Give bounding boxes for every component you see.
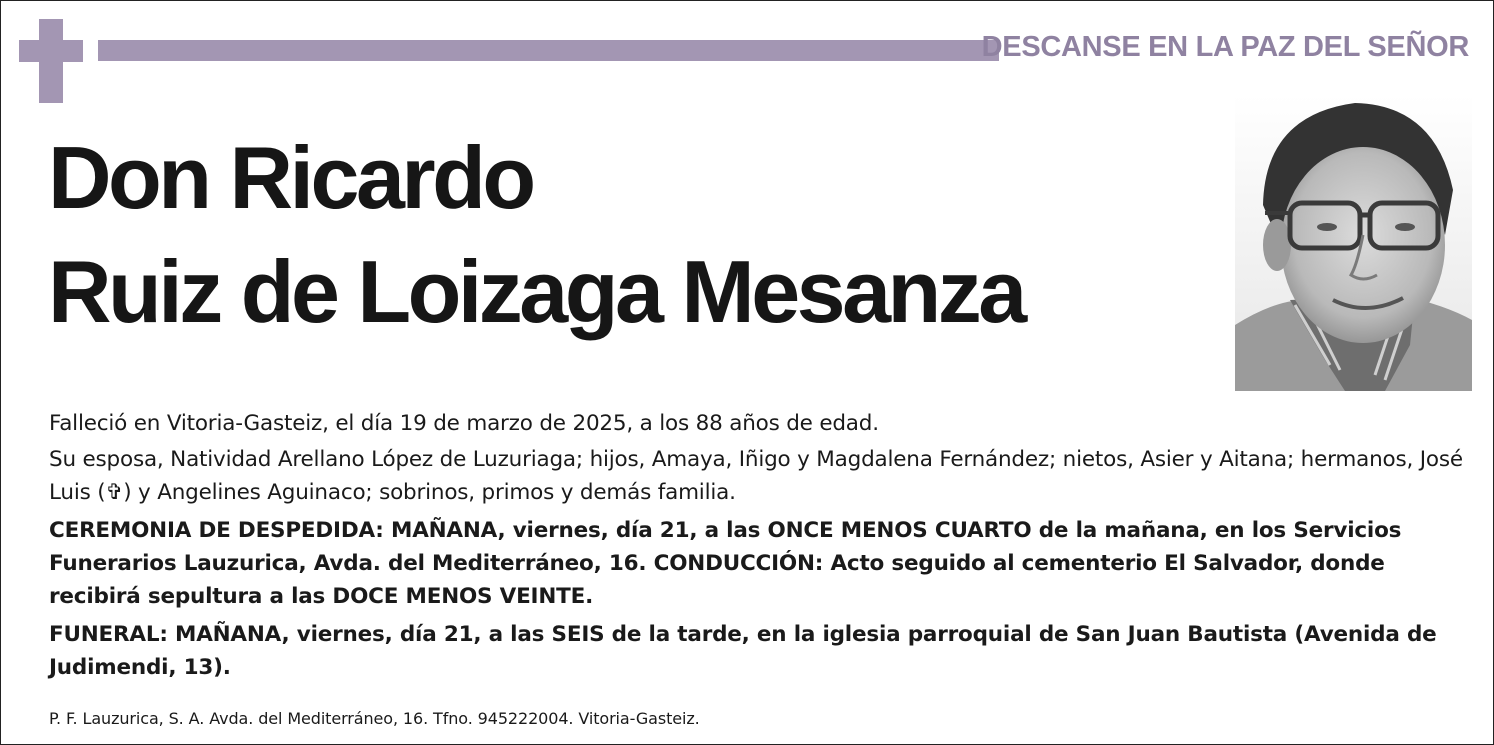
header-rule bbox=[98, 40, 999, 61]
funeral-home-footer: P. F. Lauzurica, S. A. Avda. del Mediterráneo, 16. Tfno. 945222004. Vitoria-Gasteiz. bbox=[49, 709, 700, 728]
deceased-name bbox=[48, 121, 1024, 349]
header-motto: DESCANSE EN LA PAZ DEL SEÑOR bbox=[981, 31, 1469, 63]
cross-icon-bar bbox=[19, 40, 83, 62]
funeral-paragraph: FUNERAL: MAÑANA, viernes, día 21, a las SEIS de la tarde, en la iglesia parroquial de San Juan Bautista (Avenida de Judimendi, 13). bbox=[49, 622, 1437, 680]
name-line-2: Ruiz de Loizaga Mesanza bbox=[48, 242, 1024, 341]
name-line-1: Don Ricardo bbox=[48, 128, 533, 227]
family-paragraph: Su esposa, Natividad Arellano López de Luzuriaga; hijos, Amaya, Iñigo y Magdalena Fernández; nietos, Asier y Aitana; hermanos, José Luis (✞) y Angelines Aguinaco; sobrinos, primos y demás familia. bbox=[49, 447, 1463, 505]
death-line: Falleció en Vitoria-Gasteiz, el día 19 de marzo de 2025, a los 88 años de edad. bbox=[49, 411, 879, 436]
portrait-photo bbox=[1235, 95, 1472, 391]
ceremony-paragraph: CEREMONIA DE DESPEDIDA: MAÑANA, viernes, día 21, a las ONCE MENOS CUARTO de la mañana, en los Servicios Funerarios Lauzurica, Avda. del Mediterráneo, 16. CONDUCCIÓN: Acto seguido al cementerio El Salvador, donde recibirá sepultura a las DOCE MENOS VEINTE. bbox=[49, 518, 1402, 609]
notice-body bbox=[49, 407, 1469, 684]
